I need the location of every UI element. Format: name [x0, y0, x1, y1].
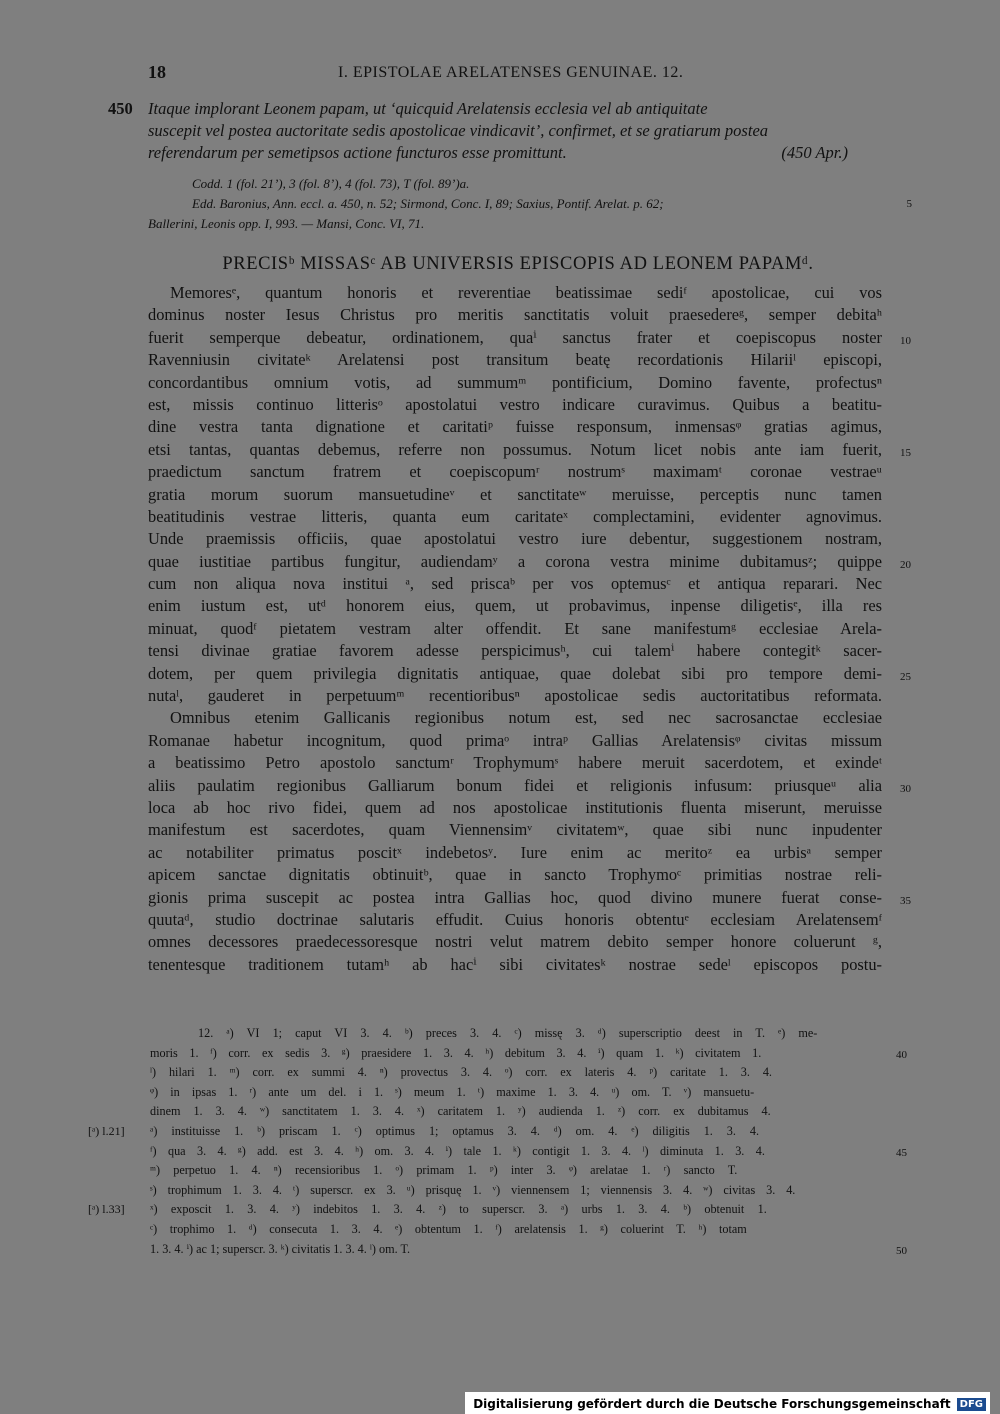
body-line-text: quae iustitiae partibus fungitur, audiendamʸ a corona vestra minime dubitamusᶻ; quippe — [148, 551, 882, 571]
body-line-text: loca ab hoc rivo fidei, quem ad nos apostolicae institutionis fluenta miserunt, meruisse — [148, 797, 882, 817]
editions-line — [148, 194, 912, 214]
body-line — [148, 528, 882, 550]
codices-line: Codd. 1 (fol. 21’), 3 (fol. 8’), 4 (fol. 73), T (fol. 89’)a. — [192, 176, 470, 191]
editions-text: Edd. Baronius, Ann. eccl. a. 450, n. 52; Sirmond, Conc. I, 89; Saxius, Pontif. Arelat. p. 62; — [192, 196, 664, 211]
note-text: ᵃ) instituisse 1. ᵇ) priscam 1. ᶜ) optimus 1; optamus 3. 4. ᵈ) om. 4. ᵉ) diligitis 1. 3. 4. — [150, 1123, 760, 1138]
note-line — [88, 1200, 900, 1220]
line-number: 40 — [896, 1048, 907, 1061]
note-text: ˣ) exposcit 1. 3. 4. ʸ) indebitos 1. 3. 4. ᶻ) to superscr. 3. ᵃ) urbs 1. 3. 4. ᵇ) obtenuit 1. — [150, 1202, 767, 1217]
editions-line-2: Ballerini, Leonis opp. I, 993. — Mansi, Conc. VI, 71. — [148, 216, 425, 231]
body-line-text: est, missis continuo litterisᵒ apostolatui vestro indicare curavimus. Quibus a beatitu- — [148, 394, 882, 414]
body-line — [148, 416, 882, 438]
regest-last-line — [148, 142, 888, 164]
regest-date: (450 Apr.) — [781, 143, 848, 162]
line-number: 45 — [896, 1146, 907, 1159]
note-text: ᶜ) trophimo 1. ᵈ) consecuta 1. 3. 4. ᵉ) obtentum 1. ᶠ) arelatensis 1. ᵍ) coluerint T. ʰ) totam — [150, 1221, 747, 1236]
line-number: 35 — [900, 894, 911, 907]
regest-line: Itaque implorant Leonem papam, ut ‘quicquid Arelatensis ecclesia vel ab antiquitate — [148, 99, 708, 118]
body-line-text: enim iustum est, utᵈ honorem eius, quem, ut probavimus, inpense diligetisᵉ, illa res — [148, 596, 882, 616]
note-line — [88, 1083, 900, 1103]
note-text: ˡ) hilari 1. ᵐ) corr. ex summi 4. ⁿ) provectus 3. 4. ᵒ) corr. ex lateris 4. ᵖ) caritate 1. 3. 4. — [150, 1065, 772, 1080]
note-text: ᵐ) perpetuo 1. 4. ⁿ) recensioribus 1. ᵒ) primam 1. ᵖ) inter 3. ᵠ) arelatae 1. ʳ) sancto T. — [150, 1163, 738, 1178]
body-line — [148, 730, 882, 752]
body-line-text: concordantibus omnium votis, ad summumᵐ pontificium, Domino favente, profectusⁿ — [148, 372, 882, 392]
credit-text: Digitalisierung gefördert durch die Deutsche Forschungsgemeinschaft — [473, 1397, 951, 1411]
regest-year: 450 — [108, 99, 133, 118]
body-line-text: tenentesque traditionem tutamʰ ab hacⁱ sibi civitatesᵏ nostrae sedeˡ episcopos postu- — [148, 954, 882, 974]
body-line — [148, 394, 882, 416]
body-line — [148, 775, 911, 797]
note-sidemark: [ᵃ) l.33] — [88, 1202, 125, 1217]
body-line-text: etsi tantas, quantas debemus, referre non possumus. Notum licet nobis ante iam fuerit, — [148, 439, 882, 459]
body-line — [148, 909, 882, 931]
body-line-text: nutaˡ, gauderet in perpetuumᵐ recentioribusⁿ apostolicae sedis auctoritatibus reformata. — [148, 686, 882, 706]
note-line — [88, 1024, 900, 1044]
note-line — [88, 1181, 900, 1201]
line-number: 50 — [896, 1244, 907, 1257]
body-line-text: a beatissimo Petro apostolo sanctumʳ Trophymumˢ habere meruit sacerdotem, et exindeᵗ — [148, 753, 882, 773]
note-text: ˢ) trophimum 1. 3. 4. ᵗ) superscr. ex 3. ᵘ) prisquę 1. ᵛ) viennensem 1; viennensis 3. 4. ʷ) civitas 3. 4. — [150, 1182, 796, 1197]
body-line — [148, 640, 882, 662]
note-text: 1. 3. 4. ⁱ) ac 1; superscr. 3. ᵏ) civitatis 1. 3. 4. ˡ) om. T. — [150, 1241, 411, 1256]
body-line-text: omnes decessores praedecessoresque nostri velut matrem debito semper honore coluerunt ᵍ, — [148, 932, 882, 952]
body-line-text: Memoresᵉ, quantum honoris et reverentiae beatissimae sediᶠ apostolicae, cui vos — [170, 283, 882, 302]
body-line-text: minuat, quodᶠ pietatem vestram alter offendit. Et sane manifestumᵍ ecclesiae Arela- — [148, 618, 882, 638]
body-line — [148, 663, 911, 685]
body-line-text: apicem sanctae dignitatis obtinuitᵇ, quae in sancto Trophymoᶜ primitias nostrae reli- — [148, 865, 882, 885]
body-line — [148, 304, 882, 326]
note-line — [88, 1161, 900, 1181]
body-line — [148, 506, 882, 528]
body-line-text: cum non aliqua nova institui ᵃ, sed priscaᵇ per vos optemusᶜ et antiqua reparari. Nec — [148, 574, 882, 594]
body-line — [148, 349, 882, 371]
dfg-logo: DFG — [957, 1398, 986, 1411]
body-line — [148, 797, 882, 819]
body-line — [148, 282, 882, 304]
body-line — [148, 573, 882, 595]
critical-apparatus — [88, 1024, 907, 1259]
letter-title: PRECISᵇ MISSASᶜ AB UNIVERSIS EPISCOPIS AD LEONEM PAPAMᵈ. — [222, 254, 814, 274]
body-line-text: dotem, per quem privilegia dignitatis antiquae, quae dolebat sibi pro tempore demi- — [148, 663, 882, 683]
body-line-text: praedictum sanctum fratrem et coepiscopumʳ nostrumˢ maximamᵗ coronae vestraeᵘ — [148, 462, 882, 482]
line-number: 15 — [900, 446, 911, 459]
body-line — [148, 707, 882, 729]
note-sidemark: [ᵃ) l.21] — [88, 1123, 125, 1138]
funding-credit — [465, 1392, 990, 1414]
regest-text — [148, 98, 888, 164]
note-line — [88, 1063, 900, 1083]
running-title: I. EPISTOLAE ARELATENSES GENUINAE. 12. — [338, 64, 684, 81]
line-number: 30 — [900, 782, 911, 795]
body-line — [148, 618, 882, 640]
body-line — [148, 752, 882, 774]
regest-line: referendarum per semetipsos actione functuros esse promittunt. — [148, 143, 567, 162]
note-line — [88, 1102, 900, 1122]
note-line — [88, 1240, 907, 1260]
page-header — [148, 62, 888, 86]
body-line — [148, 931, 882, 953]
body-line-text: Omnibus etenim Gallicanis regionibus notum est, sed nec sacrosanctae ecclesiae — [170, 708, 882, 728]
body-line-text: manifestum est sacerdotes, quam Viennensimᵛ civitatemʷ, quae sibi nunc inpudenter — [148, 820, 882, 840]
note-line — [88, 1122, 900, 1142]
body-line-text: beatitudinis vestrae litteris, quanta eum caritateˣ complectamini, evidenter agnovimus. — [148, 506, 882, 526]
sources-block — [148, 174, 912, 234]
line-number: 10 — [900, 334, 911, 347]
note-line — [88, 1220, 900, 1240]
body-line-text: gionis prima suscepit ac postea intra Gallias hoc, quod divino munere fuerat conse- — [148, 887, 882, 907]
note-text: ᵠ) in ipsas 1. ʳ) ante um del. i 1. ˢ) meum 1. ᵗ) maxime 1. 3. 4. ᵘ) om. T. ᵛ) mansuetu- — [150, 1084, 755, 1099]
body-line — [148, 685, 882, 707]
body-line — [148, 372, 882, 394]
body-line-text: aliis paulatim regionibus Galliarum bonum fidei et religionis infusum: priusqueᵘ alia — [148, 775, 882, 795]
line-number: 5 — [906, 198, 912, 210]
body-line-text: quutaᵈ, studio doctrinae salutaris effudit. Cuius honoris obtentuᵉ ecclesiam Arelatensemᶠ — [148, 909, 882, 929]
body-line-text: tensi divinae gratiae favorem adesse perspicimusʰ, cui talemⁱ habere contegitᵏ sacer- — [148, 641, 882, 661]
body-line — [148, 819, 882, 841]
body-line — [148, 887, 911, 909]
body-line-text: Ravenniusin civitateᵏ Arelatensi post transitum beatę recordationis Hilariiˡ episcopi, — [148, 350, 882, 370]
letter-body — [148, 282, 911, 976]
body-line-text: gratia morum suorum mansuetudineᵛ et sanctitateʷ meruisse, perceptis nunc tamen — [148, 484, 882, 504]
line-number: 20 — [900, 558, 911, 571]
body-line — [148, 551, 911, 573]
regest-line: suscepit vel postea auctoritate sedis apostolicae vindicavit’, confirmet, et se gratiarum postea — [148, 121, 769, 140]
note-text: 12. ᵃ) VI 1; caput VI 3. 4. ᵇ) preces 3. 4. ᶜ) missę 3. ᵈ) superscriptio deest in T. ᵉ) me- — [198, 1026, 818, 1040]
body-line-text: dominus noster Iesus Christus pro meritis sanctitatis voluit praesedereᵍ, semper debitaʰ — [148, 305, 882, 325]
body-line — [148, 484, 882, 506]
note-text: dinem 1. 3. 4. ʷ) sanctitatem 1. 3. 4. ˣ) caritatem 1. ʸ) audienda 1. ᶻ) corr. ex dubitamus 4. — [150, 1104, 771, 1119]
body-line-text: Unde praemissis officiis, quae apostolatui vestro iure debentur, suggestionem nostram, — [148, 529, 882, 549]
regest — [108, 98, 888, 164]
note-line — [88, 1142, 907, 1162]
body-line — [148, 595, 882, 617]
body-line-text: Romanae habetur incognitum, quod primaᵒ intraᵖ Gallias Arelatensisᵠ civitas missum — [148, 730, 882, 750]
body-line — [148, 461, 882, 483]
note-line — [88, 1044, 907, 1064]
body-line — [148, 954, 882, 976]
body-line — [148, 327, 911, 349]
body-line — [148, 864, 882, 886]
note-text: moris 1. ᶠ) corr. ex sedis 3. ᵍ) praesidere 1. 3. 4. ʰ) debitum 3. 4. ⁱ) quam 1. ᵏ) civitatem 1. — [150, 1045, 762, 1060]
line-number: 25 — [900, 670, 911, 683]
note-text: ᶠ) qua 3. 4. ᵍ) add. est 3. 4. ʰ) om. 3. 4. ⁱ) tale 1. ᵏ) contigit 1. 3. 4. ˡ) diminuta 1. 3. 4. — [150, 1143, 765, 1158]
body-line-text: dine vestra tanta dignatione et caritatiᵖ fuisse responsum, inmensasᵠ gratias agimus, — [148, 417, 882, 437]
body-line — [148, 439, 911, 461]
page-number: 18 — [148, 62, 166, 82]
body-line — [148, 842, 882, 864]
body-line-text: ac notabiliter primatus poscitˣ indebetosʸ. Iure enim ac meritoᶻ ea urbisᵃ semper — [148, 842, 882, 862]
body-line-text: fuerit semperque debeatur, ordinationem, quaⁱ sanctus frater et coepiscopus noster — [148, 327, 882, 347]
